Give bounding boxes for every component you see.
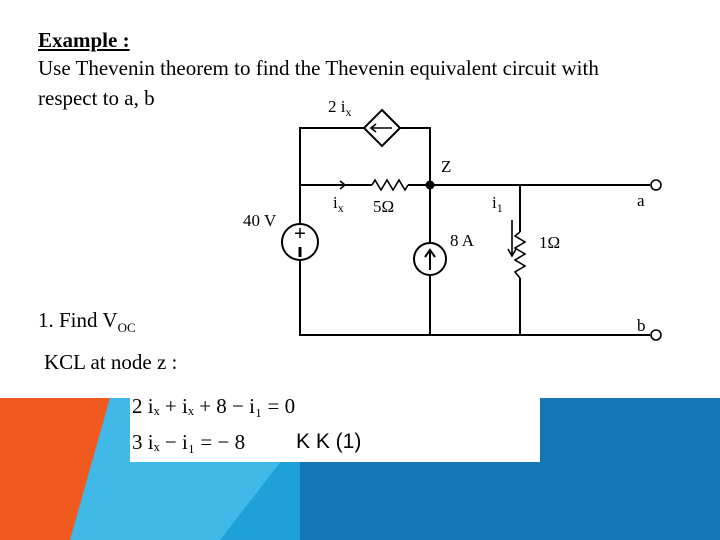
v-source-plus: + [294,223,306,245]
node-z-label: Z [441,157,452,176]
wire-bottom [300,260,650,335]
problem-line-2: respect to a, b [38,86,155,110]
i1-arrow [508,220,516,256]
r5-label: 5Ω [373,197,395,216]
i1-label: $i_1$ [492,193,503,215]
step-1-sub: OC [117,320,136,336]
ix-arrow [334,181,345,189]
r1-label: 1Ω [539,233,561,252]
current-source-label: 8 A [450,231,475,250]
equation-2-label: K K (1) [296,430,362,453]
terminal-a-label: a [637,191,645,210]
v-source-minus-mark [299,247,302,257]
step-1-prefix: 1. Find V [38,308,118,332]
terminal-b [651,330,661,340]
wire-top-loop [300,128,430,224]
terminal-b-label: b [637,316,646,335]
resistor-5-ohm [372,180,408,190]
step-1-heading [38,308,136,336]
resistor-1-ohm [515,232,525,278]
equation-1: 2 iₓ + iₓ + 8 − i₁ = 0 [132,394,296,418]
dep-source-label: 2 $i_x$ [328,97,352,119]
equation-2: 3 iₓ − i₁ = − 8 [132,430,246,454]
slide-title: Example : [38,28,130,52]
node-z-dot [426,181,435,190]
v-source-label: 40 V [243,211,277,230]
problem-line-1: Use Thevenin theorem to find the Thevenin equivalent circuit with [38,56,599,80]
terminal-a [651,180,661,190]
kcl-heading: KCL at node z : [44,350,178,374]
ix-label: $i_x$ [333,193,344,215]
